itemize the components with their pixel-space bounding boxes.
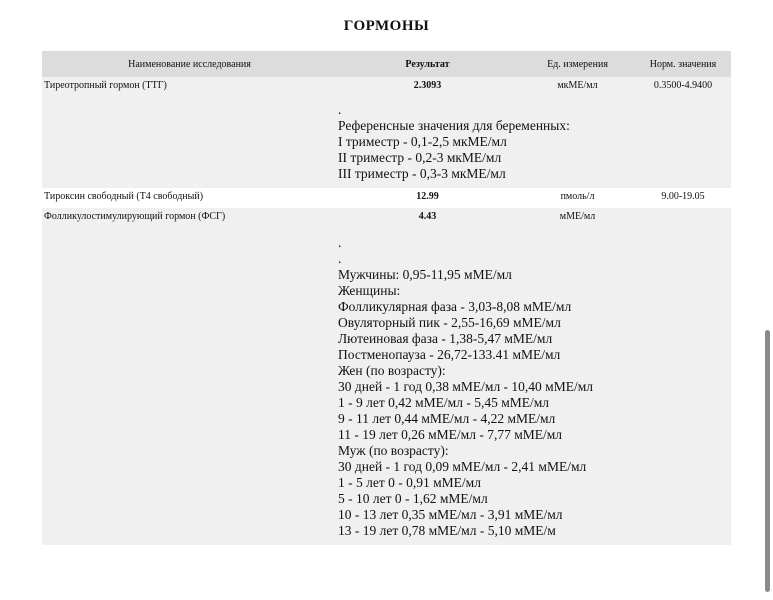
test-name: Тироксин свободный (Т4 свободный) — [44, 191, 204, 202]
test-name: Тиреотропный гормон (ТТГ) — [44, 80, 167, 91]
table-row — [42, 77, 731, 188]
reference-line: Женщины: — [338, 283, 401, 298]
reference-line: . — [338, 102, 342, 117]
test-unit: мМЕ/мл — [559, 211, 596, 222]
reference-line: Референсные значения для беременных: — [338, 118, 570, 133]
results-table — [42, 51, 731, 545]
header-norm: Норм. значения — [649, 58, 717, 70]
reference-line: Овуляторный пик - 2,55-16,69 мМЕ/мл — [338, 315, 561, 330]
reference-line: 30 дней - 1 год 0,38 мМЕ/мл - 10,40 мМЕ/мл — [338, 379, 594, 394]
reference-line: 10 - 13 лет 0,35 мМЕ/мл - 3,91 мМЕ/мл — [338, 507, 563, 522]
reference-line: Мужчины: 0,95-11,95 мМЕ/мл — [338, 267, 512, 282]
reference-line: 30 дней - 1 год 0,09 мМЕ/мл - 2,41 мМЕ/мл — [338, 459, 587, 474]
reference-line: I триместр - 0,1-2,5 мкМЕ/мл — [338, 134, 507, 149]
test-name: Фолликулостимулирующий гормон (ФСГ) — [44, 211, 226, 222]
reference-notes — [42, 231, 731, 545]
table-row — [42, 188, 731, 208]
reference-line: 1 - 9 лет 0,42 мМЕ/мл - 5,45 мМЕ/мл — [338, 395, 550, 410]
test-result: 12.99 — [416, 191, 439, 202]
header-result: Результат — [405, 58, 450, 70]
reference-line: 13 - 19 лет 0,78 мМЕ/мл - 5,10 мМЕ/м — [338, 523, 556, 538]
reference-line: 1 - 5 лет 0 - 0,91 мМЕ/мл — [338, 475, 481, 490]
reference-line: Жен (по возрасту): — [338, 363, 446, 378]
scrollbar[interactable] — [765, 330, 770, 592]
reference-line: II триместр - 0,2-3 мкМЕ/мл — [338, 150, 502, 165]
reference-line: Муж (по возрасту): — [338, 443, 449, 458]
test-unit: пмоль/л — [560, 191, 595, 202]
test-unit: мкМЕ/мл — [557, 80, 598, 91]
reference-line: 9 - 11 лет 0,44 мМЕ/мл - 4,22 мМЕ/мл — [338, 411, 556, 426]
reference-line: . — [338, 251, 342, 266]
reference-line: Лютеиновая фаза - 1,38-5,47 мМЕ/мл — [338, 331, 553, 346]
page-title: ГОРМОНЫ — [343, 18, 430, 34]
reference-line: III триместр - 0,3-3 мкМЕ/мл — [338, 166, 506, 181]
reference-line: Фолликулярная фаза - 3,03-8,08 мМЕ/мл — [338, 299, 572, 314]
reference-line: 5 - 10 лет 0 - 1,62 мМЕ/мл — [338, 491, 488, 506]
table-row — [42, 208, 731, 545]
reference-notes — [42, 100, 731, 188]
table-header — [42, 51, 731, 77]
test-norm: 9.00-19.05 — [661, 191, 705, 202]
test-norm: 0.3500-4.9400 — [653, 80, 713, 91]
test-result: 4.43 — [418, 211, 437, 222]
reference-line: . — [338, 235, 342, 250]
header-name: Наименование исследования — [128, 58, 251, 70]
reference-line: Постменопауза - 26,72-133.41 мМЕ/мл — [338, 347, 561, 362]
test-result: 2.3093 — [413, 80, 442, 91]
header-unit: Ед. измерения — [547, 58, 608, 70]
reference-line: 11 - 19 лет 0,26 мМЕ/мл - 7,77 мМЕ/мл — [338, 427, 563, 442]
test-norm — [635, 211, 731, 231]
